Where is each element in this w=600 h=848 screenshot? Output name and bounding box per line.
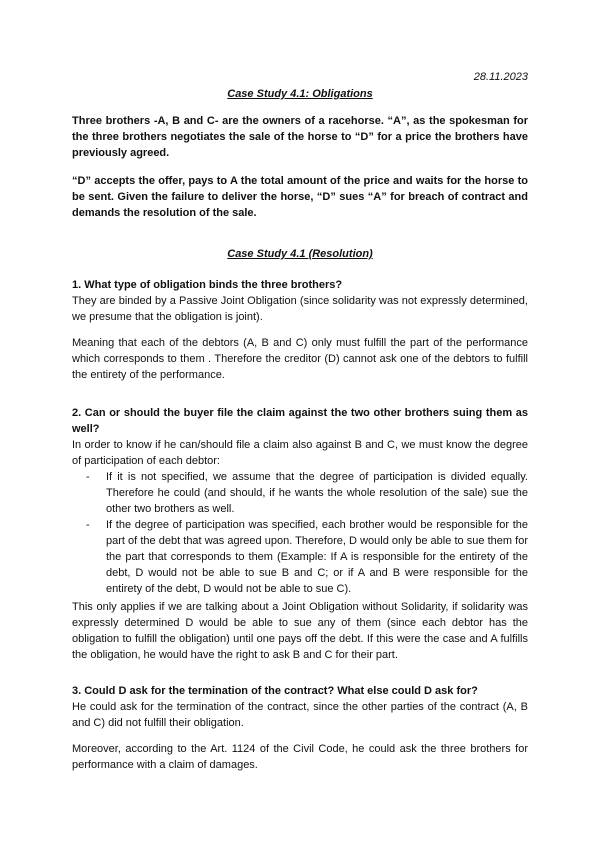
- list-item: - If it is not specified, we assume that the degree of participation is divided equally. Therefore he could (and should, if he wants the whole resolution of the sale) sue the other two brothers as well.: [106, 469, 528, 517]
- resolution-title: Case Study 4.1 (Resolution): [227, 248, 373, 260]
- question-2-intro: In order to know if he can/should file a claim also against B and C, we must know the degree of participation of each debtor:: [72, 439, 528, 467]
- question-3-answer-2: Moreover, according to the Art. 1124 of the Civil Code, he could ask the three brothers for performance with a claim of damages.: [72, 743, 528, 771]
- list-item: - If the degree of participation was specified, each brother would be responsible for the part of the debt that was agreed upon. Therefore, D would only be able to sue them for the part that corresponds to them (Example: If A is responsible for the entirety of the debt, D would not be able to sue B and C; or if A and B were responsible for the entirety of the debt, D would not be able to sue C).: [106, 517, 528, 597]
- question-1-answer-2: Meaning that each of the debtors (A, B and C) only must fulfill the part of the performance which corresponds to them . Therefore the creditor (D) cannot ask one of the debtors to fulfill the entirety of the performance.: [72, 337, 528, 381]
- question-1-answer-1: They are binded by a Passive Joint Obligation (since solidarity was not expressly determined, we presume that the obligation is joint).: [72, 295, 528, 323]
- question-2-heading: 2. Can or should the buyer file the claim against the two other brothers suing them as well?: [72, 407, 528, 435]
- question-3-heading: 3. Could D ask for the termination of the contract? What else could D ask for?: [72, 685, 478, 697]
- question-2-bullet-list: [72, 469, 528, 597]
- question-2-closing: This only applies if we are talking about a Joint Obligation without Solidarity, if solidarity was expressly determined D would be able to sue any of them (since each debtor has the obligation to fulfill the obligation) until one pays off the debt. If this were the case and A fulfills the obligation, he would have the right to ask B and C for their part.: [72, 601, 528, 661]
- case-paragraph-2: “D” accepts the offer, pays to A the total amount of the price and waits for the horse to be sent. Given the failure to deliver the horse, “D” sues “A” for breach of contract and demands the resolution of the sale.: [72, 175, 528, 219]
- document-date: 28.11.2023: [473, 71, 528, 83]
- case-study-title: Case Study 4.1: Obligations: [227, 88, 373, 100]
- question-1-heading: 1. What type of obligation binds the three brothers?: [72, 279, 343, 291]
- question-3-answer-1: He could ask for the termination of the contract, since the other parties of the contract (A, B and C) did not fulfill their obligation.: [72, 701, 528, 729]
- case-paragraph-1: Three brothers -A, B and C- are the owners of a racehorse. “A”, as the spokesman for the three brothers negotiates the sale of the horse to “D” for a price the brothers have previously agreed.: [72, 115, 528, 159]
